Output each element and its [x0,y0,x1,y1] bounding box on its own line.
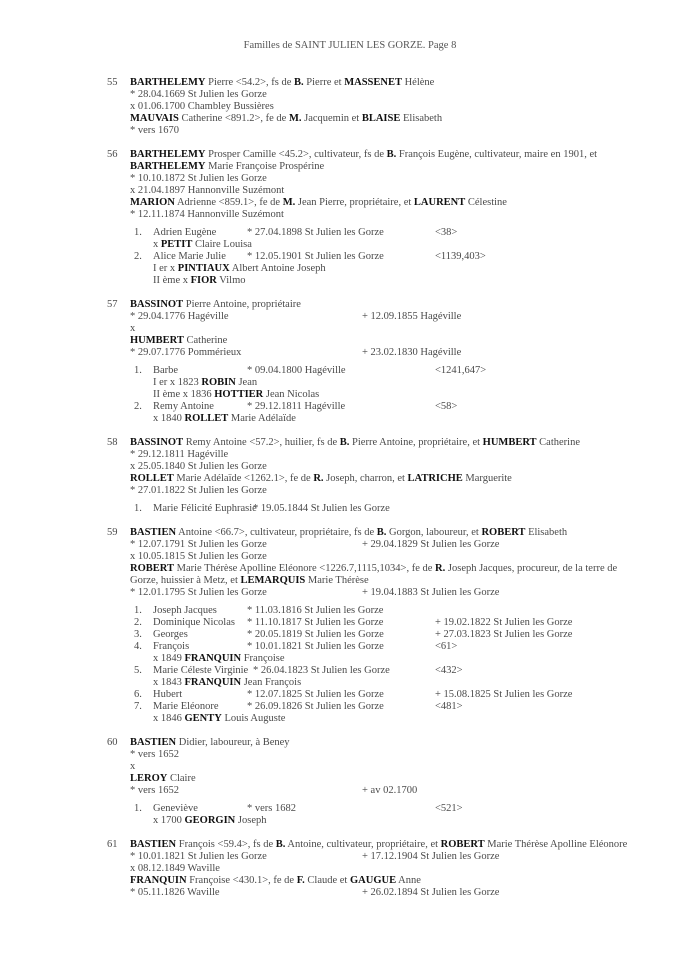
text-segment: Jacquemin et [301,113,362,124]
child-item [0,365,700,401]
surname-text: F. [296,875,305,886]
surname-text: MAUVAIS [130,113,179,124]
text-segment: x 25.05.1840 St Julien les Gorze [130,461,267,472]
surname-text: GENTY [184,713,222,724]
entry-line [0,461,700,473]
text-segment: I er x [153,263,178,274]
surname-text: FRANQUIN [184,653,242,664]
surname-text: B. [294,77,304,88]
text-segment: Louis Auguste [221,713,286,724]
child-number: 1. [134,227,142,238]
surname-text: HUMBERT [482,437,537,448]
text-segment: Françoise [241,653,285,664]
entry-line [0,125,700,137]
text-segment: Françoise <430.1>, fe de [186,875,297,886]
child-birth: * 19.05.1844 St Julien les Gorze [253,503,390,514]
child-name: Remy Antoine [153,401,214,412]
entry-number: 59 [107,527,118,538]
text-segment: Jean Nicolas [263,389,320,400]
family-entry [0,839,700,899]
child-name: Adrien Eugène [153,227,217,238]
child-row [0,605,700,617]
text-segment: Albert Antoine Joseph [229,263,326,274]
surname-text: BLAISE [361,113,401,124]
text-segment: * 05.11.1826 Waville [130,887,220,898]
entry-line [0,449,700,461]
child-item [0,503,700,515]
child-reference: + 19.02.1822 St Julien les Gorze [435,617,573,628]
text-segment: Catherine [183,335,228,346]
surname-text: BARTHELEMY [130,149,206,160]
entry-number: 56 [107,149,118,160]
child-birth: * 10.01.1821 St Julien les Gorze [247,641,384,652]
child-row [0,629,700,641]
entry-line [0,575,700,587]
text-segment: II ème x [153,275,191,286]
text-segment: Pierre <54.2>, fs de [205,77,295,88]
family-entries [0,77,700,911]
children-list [0,803,700,827]
surname-text: BARTHELEMY [130,161,206,172]
entry-line [0,851,700,863]
surname-text: GAUGUE [349,875,397,886]
child-row [0,503,700,515]
entry-line [0,323,700,335]
text-segment: Hélène [401,77,435,88]
child-marriage [0,275,700,287]
text-segment: Antoine, cultivateur, propriétaire, et [285,839,441,850]
entry-line [0,839,700,851]
entry-line [0,89,700,101]
child-name: Marie Félicité Euphrasie [153,503,257,514]
child-item [0,401,700,425]
child-name: François [153,641,190,652]
entry-line [0,299,700,311]
child-marriage [0,389,700,401]
child-number: 7. [134,701,142,712]
surname-text: B. [275,839,286,850]
surname-text: GEORGIN [184,815,236,826]
surname-text: BASTIEN [130,527,177,538]
child-number: 1. [134,365,142,376]
entry-line [0,113,700,125]
child-name: Hubert [153,689,183,700]
child-birth: * 20.05.1819 St Julien les Gorze [247,629,384,640]
text-segment: Gorgon, laboureur, et [386,527,482,538]
text-segment: Joseph Jacques, procureur, de la terre de [445,563,618,574]
entry-line [0,185,700,197]
family-entry [0,299,700,425]
text-segment: Didier, laboureur, à Beney [176,737,290,748]
text-segment: Catherine [536,437,580,448]
surname-text: LAURENT [413,197,466,208]
entry-line [0,161,700,173]
surname-text: BASSINOT [130,299,184,310]
entry-line [0,527,700,539]
child-row [0,617,700,629]
surname-text: ROBERT [130,563,174,574]
child-number: 2. [134,617,142,628]
surname-text: BASTIEN [130,737,177,748]
surname-text: ROLLET [184,413,229,424]
text-segment: Remy Antoine <57.2>, huilier, fs de [183,437,340,448]
text-segment: x 1846 [153,713,185,724]
entry-line [0,437,700,449]
child-name: Marie Céleste Virginie [153,665,249,676]
text-segment: * 27.01.1822 St Julien les Gorze [130,485,267,496]
child-birth: * 12.05.1901 St Julien les Gorze [247,251,384,262]
surname-text: BARTHELEMY [130,77,206,88]
entry-line [0,587,700,599]
text-segment: * 29.07.1776 Pommérieux [130,347,242,358]
entry-line [0,737,700,749]
surname-text: R. [313,473,324,484]
text-segment: Marie Françoise Prospérine [205,161,325,172]
child-reference: <58> [435,401,458,412]
entry-line [0,875,700,887]
child-number: 1. [134,803,142,814]
child-name: Geneviève [153,803,198,814]
child-marriage [0,239,700,251]
text-segment: Jean [235,377,258,388]
family-entry [0,437,700,515]
child-reference: <38> [435,227,458,238]
child-number: 6. [134,689,142,700]
text-segment: Pierre et [303,77,345,88]
surname-text: ROBERT [481,527,526,538]
entry-line [0,347,700,359]
text-segment: Marie Adélaïde [228,413,296,424]
entry-line [0,539,700,551]
child-birth: * 29.12.1811 Hagéville [247,401,346,412]
death-date: + 12.09.1855 Hagéville [362,311,462,322]
surname-text: LATRICHE [407,473,463,484]
text-segment: Claire Louisa [192,239,252,250]
text-segment: x 1700 [153,815,185,826]
text-segment: Claire [167,773,196,784]
child-birth: * 26.09.1826 St Julien les Gorze [247,701,384,712]
child-reference: <481> [435,701,463,712]
text-segment: * 29.12.1811 Hagéville [130,449,229,460]
death-date: + 23.02.1830 Hagéville [362,347,462,358]
entry-line [0,773,700,785]
child-item [0,689,700,701]
text-segment: Jean Pierre, propriétaire, et [295,197,414,208]
text-segment: x [153,239,161,250]
entry-number: 60 [107,737,118,748]
surname-text: B. [386,149,397,160]
child-birth: * 27.04.1898 St Julien les Gorze [247,227,384,238]
text-segment: Claude et [304,875,350,886]
text-segment: * vers 1670 [130,125,179,136]
surname-text: B. [339,437,350,448]
children-list [0,227,700,287]
death-date: + av 02.1700 [362,785,418,796]
surname-text: PINTIAUX [177,263,230,274]
child-birth: * 12.07.1825 St Julien les Gorze [247,689,384,700]
family-entry [0,527,700,725]
surname-text: LEMARQUIS [240,575,306,586]
text-segment: x 21.04.1897 Hannonville Suzémont [130,185,285,196]
child-reference: <61> [435,641,458,652]
surname-text: FRANQUIN [130,875,187,886]
text-segment: II ème x 1836 [153,389,215,400]
entry-line [0,77,700,89]
child-marriage [0,263,700,275]
surname-text: BASTIEN [130,839,177,850]
text-segment: François Eugène, cultivateur, maire en 1901, et [396,149,598,160]
surname-text: ROBERT [440,839,485,850]
surname-text: BASSINOT [130,437,184,448]
child-name: Georges [153,629,188,640]
text-segment: * vers 1652 [130,785,179,796]
text-segment: Joseph, charron, et [323,473,408,484]
child-reference: <432> [435,665,463,676]
entry-line [0,785,700,797]
child-reference: + 15.08.1825 St Julien les Gorze [435,689,573,700]
family-entry [0,149,700,287]
text-segment: Pierre Antoine, propriétaire [183,299,301,310]
surname-text: M. [288,113,302,124]
text-segment: Pierre Antoine, propriétaire, et [349,437,483,448]
entry-line [0,887,700,899]
text-segment: x 10.05.1815 St Julien les Gorze [130,551,267,562]
child-item [0,605,700,617]
child-name: Alice Marie Julie [153,251,226,262]
text-segment: * 10.01.1821 St Julien les Gorze [130,851,267,862]
entry-number: 61 [107,839,118,850]
child-item [0,701,700,725]
family-entry [0,737,700,827]
child-item [0,617,700,629]
surname-text: PETIT [160,239,193,250]
child-number: 1. [134,503,142,514]
entry-line [0,335,700,347]
surname-text: M. [282,197,296,208]
surname-text: B. [376,527,387,538]
children-list [0,365,700,425]
text-segment: Prosper Camille <45.2>, cultivateur, fs de [205,149,387,160]
child-marriage [0,377,700,389]
entry-number: 55 [107,77,118,88]
text-segment: Adrienne <859.1>, fe de [174,197,283,208]
entry-line [0,197,700,209]
entry-line [0,749,700,761]
text-segment: x [130,323,136,334]
child-row [0,251,700,263]
surname-text: FRANQUIN [184,677,242,688]
child-row [0,641,700,653]
death-date: + 26.02.1894 St Julien les Gorze [362,887,500,898]
child-number: 2. [134,401,142,412]
child-birth: * 11.10.1817 St Julien les Gorze [247,617,384,628]
death-date: + 17.12.1904 St Julien les Gorze [362,851,500,862]
child-item [0,665,700,689]
text-segment: * 10.10.1872 St Julien les Gorze [130,173,267,184]
child-item [0,251,700,287]
text-segment: Marie Adélaïde <1262.1>, fe de [173,473,314,484]
surname-text: HUMBERT [130,335,184,346]
text-segment: Célestine [465,197,507,208]
text-segment: Elisabeth [525,527,568,538]
child-row [0,401,700,413]
text-segment: x 1849 [153,653,185,664]
entry-line [0,149,700,161]
text-segment: x 01.06.1700 Chambley Bussières [130,101,274,112]
text-segment: x 1843 [153,677,185,688]
entry-line [0,863,700,875]
children-list [0,605,700,725]
text-segment: Antoine <66.7>, cultivateur, propriétaire, fs de [176,527,377,538]
entry-number: 58 [107,437,118,448]
text-segment: Marie Thérèse Apolline Eléonore <1226.7,1115,1034>, fe de [173,563,436,574]
text-segment: François <59.4>, fs de [176,839,276,850]
entry-line [0,311,700,323]
child-number: 1. [134,605,142,616]
child-number: 3. [134,629,142,640]
child-item [0,641,700,665]
text-segment: I er x 1823 [153,377,202,388]
child-marriage [0,653,700,665]
child-row [0,803,700,815]
entry-number: 57 [107,299,118,310]
text-segment: * 12.01.1795 St Julien les Gorze [130,587,267,598]
child-reference: <521> [435,803,463,814]
child-number: 4. [134,641,142,652]
entry-line [0,563,700,575]
child-name: Marie Eléonore [153,701,219,712]
surname-text: MASSENET [344,77,402,88]
child-row [0,227,700,239]
entry-line [0,485,700,497]
text-segment: Anne [396,875,421,886]
text-segment: x [130,761,136,772]
text-segment: * 29.04.1776 Hagéville [130,311,229,322]
surname-text: ROLLET [130,473,174,484]
text-segment: x 1840 [153,413,185,424]
child-marriage [0,413,700,425]
page-header: Familles de SAINT JULIEN LES GORZE. Page 8 [243,40,457,51]
death-date: + 19.04.1883 St Julien les Gorze [362,587,500,598]
child-birth: * 11.03.1816 St Julien les Gorze [247,605,384,616]
text-segment: * vers 1652 [130,749,179,760]
child-name: Barbe [153,365,179,376]
death-date: + 29.04.1829 St Julien les Gorze [362,539,500,550]
text-segment: Joseph [235,815,267,826]
text-segment: * 28.04.1669 St Julien les Gorze [130,89,267,100]
text-segment: Marie Thérèse Apolline Eléonore [484,839,628,850]
text-segment: * 12.11.1874 Hannonville Suzémont [130,209,284,220]
child-row [0,365,700,377]
child-number: 2. [134,251,142,262]
surname-text: LEROY [130,773,168,784]
text-segment: Elisabeth [400,113,443,124]
surname-text: FIOR [190,275,217,286]
child-reference: + 27.03.1823 St Julien les Gorze [435,629,573,640]
child-row [0,701,700,713]
child-marriage [0,815,700,827]
entry-line [0,173,700,185]
child-reference: <1139,403> [435,251,486,262]
text-segment: Marguerite [462,473,512,484]
child-item [0,629,700,641]
entry-line [0,473,700,485]
surname-text: MARION [130,197,175,208]
text-segment: x 08.12.1849 Waville [130,863,220,874]
child-birth: * 09.04.1800 Hagéville [247,365,346,376]
surname-text: HOTTIER [214,389,264,400]
entry-line [0,761,700,773]
text-segment: Vilmo [216,275,246,286]
entry-line [0,101,700,113]
text-segment: Catherine <891.2>, fe de [178,113,289,124]
child-row [0,689,700,701]
child-name: Dominique Nicolas [153,617,235,628]
child-item [0,803,700,827]
text-segment: * 12.07.1791 St Julien les Gorze [130,539,267,550]
child-marriage [0,677,700,689]
entry-line [0,209,700,221]
text-segment: Jean François [241,677,302,688]
entry-line [0,551,700,563]
child-birth: * 26.04.1823 St Julien les Gorze [253,665,390,676]
children-list [0,503,700,515]
child-number: 5. [134,665,142,676]
surname-text: ROBIN [201,377,236,388]
child-reference: <1241,647> [435,365,487,376]
child-marriage [0,713,700,725]
child-row [0,665,700,677]
family-entry [0,77,700,137]
text-segment: Gorze, huissier à Metz, et [130,575,241,586]
child-item [0,227,700,251]
text-segment: Marie Thérèse [305,575,369,586]
child-name: Joseph Jacques [153,605,217,616]
surname-text: R. [435,563,446,574]
child-birth: * vers 1682 [247,803,296,814]
